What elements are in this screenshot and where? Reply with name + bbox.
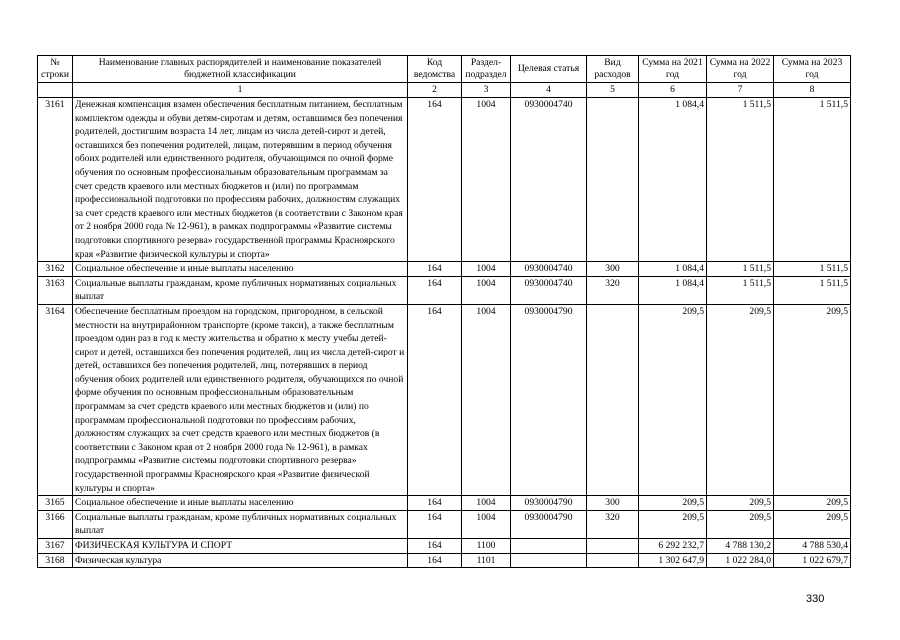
row-section: 1004 bbox=[462, 98, 511, 262]
row-sum-2022: 1 022 284,0 bbox=[707, 553, 774, 568]
row-sum-2021: 1 084,4 bbox=[639, 276, 707, 304]
colnum-cell: 7 bbox=[707, 83, 774, 98]
colnum-cell bbox=[38, 83, 73, 98]
row-sum-2023: 209,5 bbox=[774, 496, 851, 511]
row-dept-code: 164 bbox=[408, 276, 462, 304]
row-expense-kind: 320 bbox=[587, 276, 639, 304]
header-expense-kind: Вид расходов bbox=[587, 56, 639, 83]
row-sum-2022: 4 788 130,2 bbox=[707, 539, 774, 554]
colnum-cell: 2 bbox=[408, 83, 462, 98]
row-dept-code: 164 bbox=[408, 496, 462, 511]
row-expense-kind: 300 bbox=[587, 262, 639, 277]
row-sum-2023: 1 022 679,7 bbox=[774, 553, 851, 568]
colnum-cell: 8 bbox=[774, 83, 851, 98]
column-number-row bbox=[38, 83, 851, 98]
row-number: 3161 bbox=[38, 98, 73, 262]
header-row-number: № строки bbox=[38, 56, 73, 83]
budget-document bbox=[37, 55, 850, 568]
header-dept-code: Код ведомства bbox=[408, 56, 462, 83]
table-row bbox=[38, 553, 851, 568]
row-section: 1100 bbox=[462, 539, 511, 554]
row-name: Обеспечение бесплатным проездом на городском, пригородном, в сельской местности на внутрирайонном транспорте (кроме такси), а также бесплатным проездом один раз в год к месту жительства и обратно к месту учебы детей-сирот и детей, оставшихся без попечения родителей, лиц из числа детей-сирот и детей, оставшихся без попечения родителей, лиц, потерявших в период обучения обоих родителей или единственного родителя, обучающихся по очной форме обучения по основным профессиональным образовательным программам за счет средств краевого или местных бюджетов и (или) по программам профессиональной подготовки по профессиям рабочих, должностям служащих за счет средств краевого или местных бюджетов (в соответствии с Законом края от 2 ноября 2000 года № 12-961), в рамках подпрограммы «Развитие системы подготовки спортивного резерва» государственной программы Красноярского края «Развитие физической культуры и спорта» bbox=[73, 304, 408, 495]
row-sum-2021: 1 084,4 bbox=[639, 262, 707, 277]
row-sum-2023: 4 788 530,4 bbox=[774, 539, 851, 554]
row-dept-code: 164 bbox=[408, 304, 462, 495]
row-section: 1004 bbox=[462, 496, 511, 511]
row-target-item: 0930004740 bbox=[511, 98, 587, 262]
row-section: 1004 bbox=[462, 304, 511, 495]
row-target-item bbox=[511, 553, 587, 568]
row-sum-2022: 209,5 bbox=[707, 496, 774, 511]
row-sum-2021: 209,5 bbox=[639, 304, 707, 495]
row-number: 3167 bbox=[38, 539, 73, 554]
row-dept-code: 164 bbox=[408, 98, 462, 262]
colnum-cell: 1 bbox=[73, 83, 408, 98]
header-sum-2022: Сумма на 2022 год bbox=[707, 56, 774, 83]
row-expense-kind bbox=[587, 539, 639, 554]
row-sum-2022: 209,5 bbox=[707, 304, 774, 495]
row-expense-kind: 300 bbox=[587, 496, 639, 511]
row-number: 3168 bbox=[38, 553, 73, 568]
row-dept-code: 164 bbox=[408, 539, 462, 554]
row-section: 1101 bbox=[462, 553, 511, 568]
colnum-cell: 6 bbox=[639, 83, 707, 98]
row-sum-2023: 1 511,5 bbox=[774, 276, 851, 304]
row-name: Денежная компенсация взамен обеспечения бесплатным питанием, бесплатным комплектом одежды и обуви детям-сиротам и детям, оставшимся без попечения родителей, достигшим возраста 14 лет, лицам из числа детей-сирот и детей, оставшихся без попечения родителей, лицам, потерявшим в период обучения обоих родителей или единственного родителя, обучающимся по очной форме обучения по основным профессиональным образовательным программам за счет средств краевого или местных бюджетов и (или) по программам профессиональной подготовки по профессиям рабочих, должностям служащих за счет средств краевого или местных бюджетов (в соответствии с Законом края от 2 ноября 2000 года № 12-961), в рамках подпрограммы «Развитие системы подготовки спортивного резерва» государственной программы Красноярского края «Развитие физической культуры и спорта» bbox=[73, 98, 408, 262]
colnum-cell: 5 bbox=[587, 83, 639, 98]
row-sum-2021: 209,5 bbox=[639, 496, 707, 511]
row-target-item: 0930004740 bbox=[511, 276, 587, 304]
row-dept-code: 164 bbox=[408, 510, 462, 538]
row-sum-2021: 1 084,4 bbox=[639, 98, 707, 262]
row-name: Социальные выплаты гражданам, кроме публичных нормативных социальных выплат bbox=[73, 276, 408, 304]
row-name: Физическая культура bbox=[73, 553, 408, 568]
row-target-item bbox=[511, 539, 587, 554]
row-section: 1004 bbox=[462, 510, 511, 538]
table-header-row bbox=[38, 56, 851, 83]
row-number: 3165 bbox=[38, 496, 73, 511]
row-sum-2022: 1 511,5 bbox=[707, 98, 774, 262]
table-row bbox=[38, 276, 851, 304]
row-sum-2023: 1 511,5 bbox=[774, 98, 851, 262]
row-number: 3163 bbox=[38, 276, 73, 304]
row-target-item: 0930004790 bbox=[511, 304, 587, 495]
row-sum-2022: 209,5 bbox=[707, 510, 774, 538]
row-target-item: 0930004790 bbox=[511, 496, 587, 511]
table-row bbox=[38, 262, 851, 277]
row-name: Социальное обеспечение и иные выплаты населению bbox=[73, 262, 408, 277]
row-sum-2021: 6 292 232,7 bbox=[639, 539, 707, 554]
header-name: Наименование главных распорядителей и наименование показателей бюджетной классификации bbox=[73, 56, 408, 83]
row-number: 3162 bbox=[38, 262, 73, 277]
row-sum-2021: 209,5 bbox=[639, 510, 707, 538]
row-sum-2022: 1 511,5 bbox=[707, 262, 774, 277]
row-sum-2022: 1 511,5 bbox=[707, 276, 774, 304]
row-sum-2023: 1 511,5 bbox=[774, 262, 851, 277]
row-sum-2023: 209,5 bbox=[774, 510, 851, 538]
row-target-item: 0930004740 bbox=[511, 262, 587, 277]
row-target-item: 0930004790 bbox=[511, 510, 587, 538]
row-name: ФИЗИЧЕСКАЯ КУЛЬТУРА И СПОРТ bbox=[73, 539, 408, 554]
header-sum-2023: Сумма на 2023 год bbox=[774, 56, 851, 83]
header-section: Раздел-подраздел bbox=[462, 56, 511, 83]
row-dept-code: 164 bbox=[408, 262, 462, 277]
row-dept-code: 164 bbox=[408, 553, 462, 568]
page-number: 330 bbox=[806, 593, 825, 605]
budget-table bbox=[37, 55, 851, 568]
row-sum-2023: 209,5 bbox=[774, 304, 851, 495]
row-section: 1004 bbox=[462, 262, 511, 277]
table-row bbox=[38, 510, 851, 538]
row-number: 3166 bbox=[38, 510, 73, 538]
table-row bbox=[38, 304, 851, 495]
row-name: Социальное обеспечение и иные выплаты населению bbox=[73, 496, 408, 511]
colnum-cell: 3 bbox=[462, 83, 511, 98]
row-expense-kind bbox=[587, 98, 639, 262]
colnum-cell: 4 bbox=[511, 83, 587, 98]
row-number: 3164 bbox=[38, 304, 73, 495]
row-sum-2021: 1 302 647,9 bbox=[639, 553, 707, 568]
header-sum-2021: Сумма на 2021 год bbox=[639, 56, 707, 83]
header-target-item: Целевая статья bbox=[511, 56, 587, 83]
row-expense-kind bbox=[587, 304, 639, 495]
row-name: Социальные выплаты гражданам, кроме публичных нормативных социальных выплат bbox=[73, 510, 408, 538]
table-row bbox=[38, 496, 851, 511]
row-expense-kind: 320 bbox=[587, 510, 639, 538]
row-section: 1004 bbox=[462, 276, 511, 304]
row-expense-kind bbox=[587, 553, 639, 568]
table-row bbox=[38, 539, 851, 554]
table-row bbox=[38, 98, 851, 262]
